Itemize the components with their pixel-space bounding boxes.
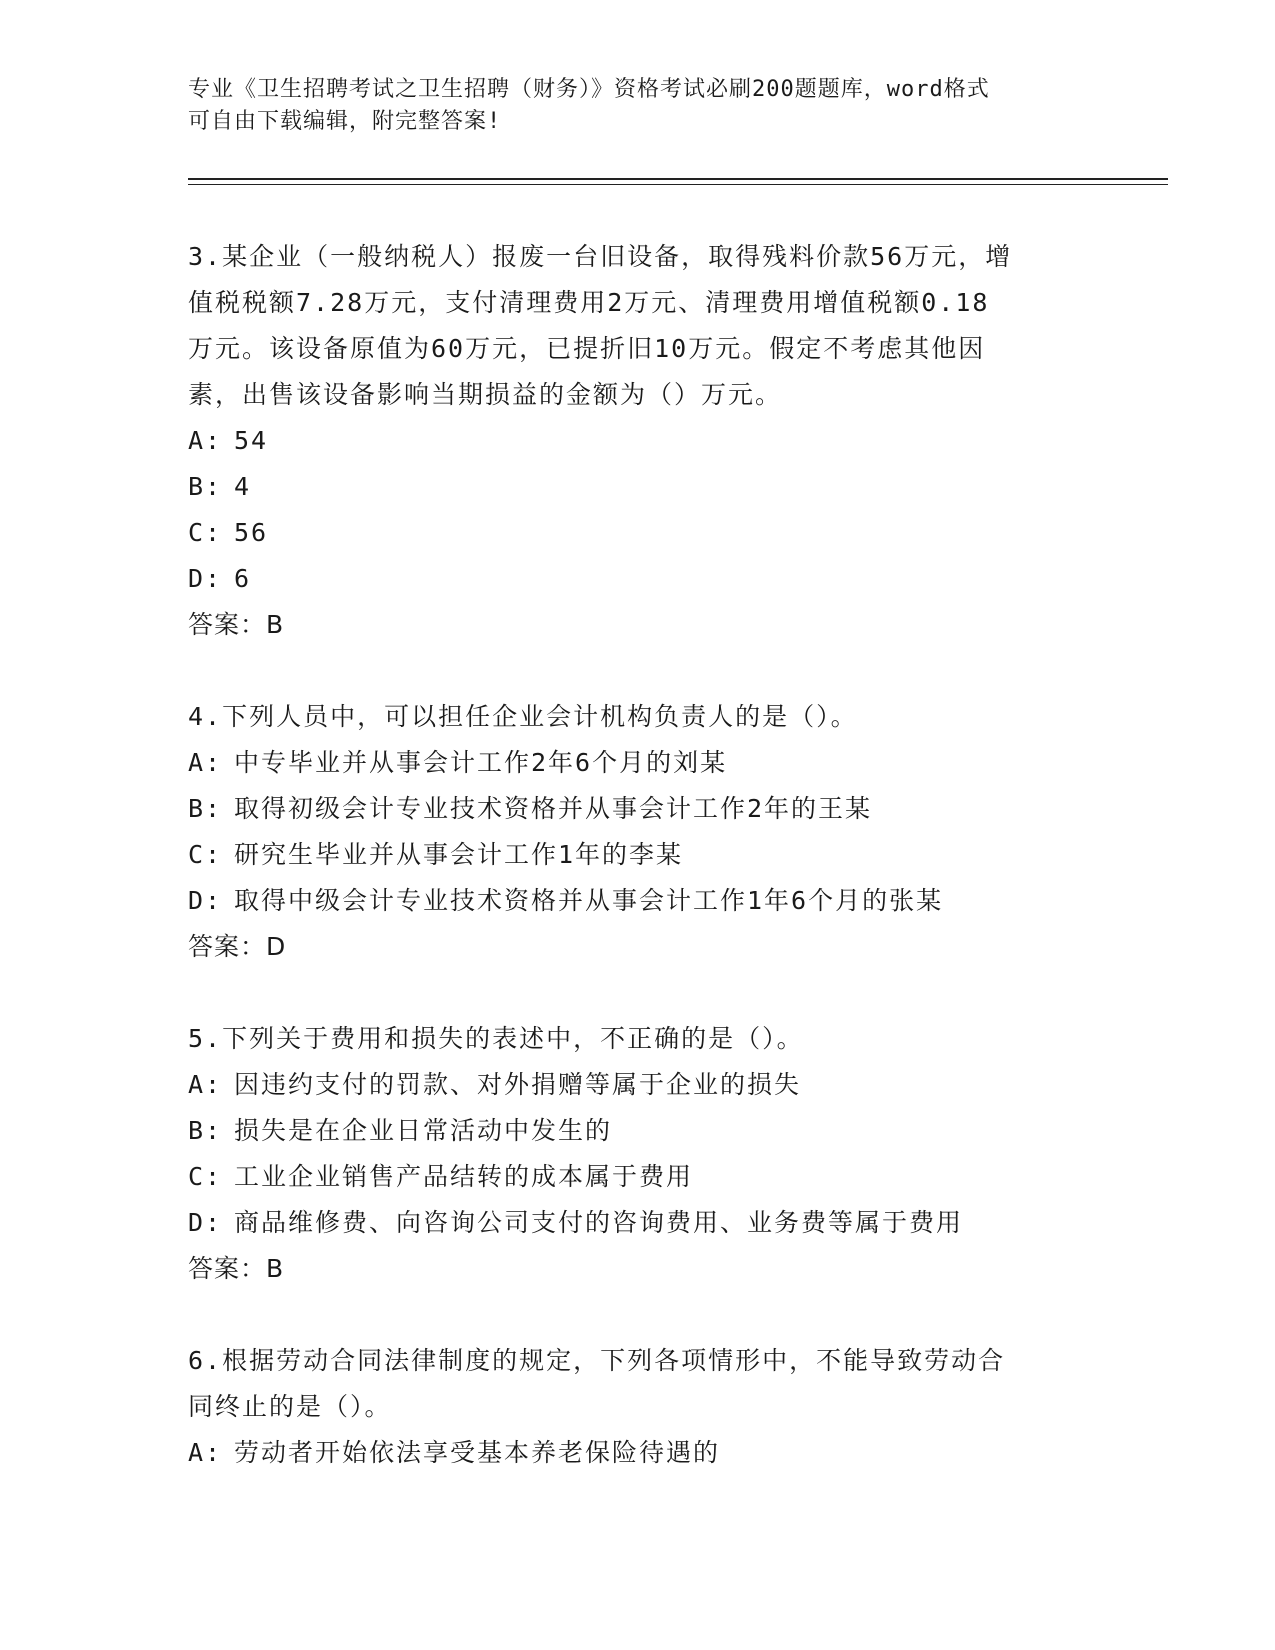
option-a [188,1430,1088,1476]
option-key: B: [188,1116,223,1145]
header-divider-thick [188,178,1168,180]
option-key: C: [188,1162,223,1191]
question-stem-line: 5.下列关于费用和损失的表述中，不正确的是（）。 [188,1024,804,1053]
question-stem [188,694,1068,740]
option-key: A: [188,426,223,455]
option-text: 中专毕业并从事会计工作2年6个月的刘某 [234,748,728,777]
answer-label: 答案：B [188,610,285,639]
option-key: B: [188,794,223,823]
option-d [188,878,1088,924]
option-key: A: [188,1070,223,1099]
header-divider-thin [188,184,1168,185]
option-text: 因违约支付的罚款、对外捐赠等属于企业的损失 [234,1070,802,1099]
option-text: 劳动者开始依法享受基本养老保险待遇的 [234,1438,721,1467]
answer-label: 答案：B [188,1254,285,1283]
question-stem [188,1338,1068,1430]
option-a [188,1062,1088,1108]
option-key: C: [188,840,223,869]
option-b [188,464,1088,510]
option-c [188,832,1088,878]
option-text: 损失是在企业日常活动中发生的 [234,1116,613,1145]
option-text: 4 [234,472,252,501]
question-stem-line: 3.某企业（一般纳税人）报废一台旧设备，取得残料价款56万元，增 [188,242,1013,271]
option-text: 取得中级会计专业技术资格并从事会计工作1年6个月的张某 [234,886,944,915]
option-text: 6 [234,564,252,593]
option-c [188,510,1088,556]
option-key: D: [188,886,223,915]
option-d [188,1200,1088,1246]
option-text: 56 [234,518,269,547]
option-b [188,1108,1088,1154]
option-key: B: [188,472,223,501]
question-stem [188,1016,1068,1062]
option-key: A: [188,748,223,777]
document-header [188,74,1088,138]
question-stem [188,234,1068,418]
question-stem-line: 同终止的是（）。 [188,1392,392,1421]
option-text: 商品维修费、向咨询公司支付的咨询费用、业务费等属于费用 [234,1208,964,1237]
option-key: D: [188,564,223,593]
option-text: 取得初级会计专业技术资格并从事会计工作2年的王某 [234,794,873,823]
option-key: A: [188,1438,223,1467]
option-a [188,418,1088,464]
question-stem-line: 4.下列人员中，可以担任企业会计机构负责人的是（）。 [188,702,858,731]
option-d [188,556,1088,602]
option-key: C: [188,518,223,547]
answer-label: 答案：D [188,932,287,961]
option-a [188,740,1088,786]
header-title-line-1: 专业《卫生招聘考试之卫生招聘（财务）》资格考试必刷200题题库，word格式 [188,77,990,102]
question-item [188,1016,1088,1292]
option-b [188,786,1088,832]
question-stem-line: 6.根据劳动合同法律制度的规定，下列各项情形中，不能导致劳动合 [188,1346,1006,1375]
option-c [188,1154,1088,1200]
question-spacer [188,970,1088,1016]
question-item [188,694,1088,970]
question-stem-line: 万元。该设备原值为60万元，已提折旧10万元。假定不考虑其他因 [188,334,986,363]
option-text: 工业企业销售产品结转的成本属于费用 [234,1162,694,1191]
header-title-line-2: 可自由下载编辑，附完整答案! [188,109,502,134]
question-stem-line: 素，出售该设备影响当期损益的金额为（）万元。 [188,380,783,409]
question-item [188,1338,1088,1476]
option-key: D: [188,1208,223,1237]
option-text: 研究生毕业并从事会计工作1年的李某 [234,840,684,869]
question-stem-line: 值税税额7.28万元，支付清理费用2万元、清理费用增值税额0.18 [188,288,990,317]
question-spacer [188,1292,1088,1338]
question-spacer [188,648,1088,694]
question-list [188,234,1088,1476]
question-item [188,234,1088,648]
option-text: 54 [234,426,269,455]
